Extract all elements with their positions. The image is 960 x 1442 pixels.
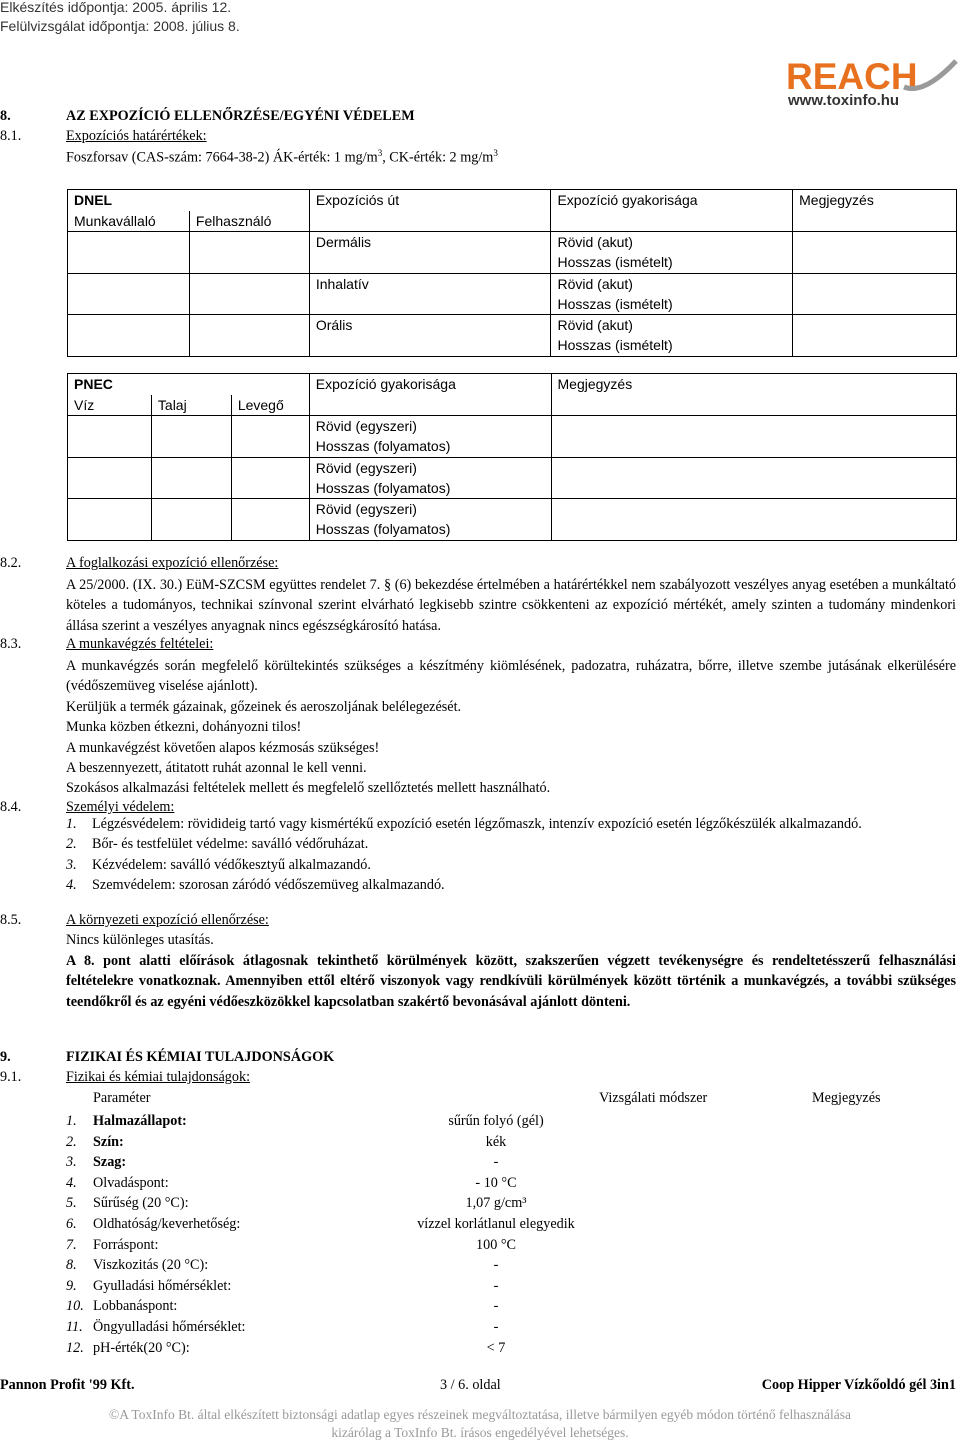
dnel-table bbox=[67, 189, 957, 357]
dnel-row: Dermális Rövid (akut) Hosszas (ismételt) bbox=[68, 232, 957, 274]
footer-copyright-1: ©A ToxInfo Bt. által elkészített biztonsági adatlap egyes részeinek megváltoztatása, illetve bármilyen egyéb módon történő felhasználása bbox=[109, 1407, 851, 1422]
property-row bbox=[66, 1338, 626, 1359]
soil-header: Talaj bbox=[151, 395, 231, 416]
property-value: - 10 °C bbox=[475, 1174, 517, 1191]
section-8-4-title: Személyi védelem: bbox=[66, 799, 175, 815]
property-row bbox=[66, 1214, 626, 1235]
note-header: Megjegyzés bbox=[793, 190, 957, 232]
property-value: - bbox=[493, 1318, 499, 1335]
footer-product: Coop Hipper Vízkőoldó gél 3in1 bbox=[761, 1377, 956, 1393]
water-header: Víz bbox=[68, 395, 152, 416]
property-number: 9. bbox=[66, 1277, 77, 1294]
pnec-table bbox=[67, 373, 957, 541]
section-8-5-text: Nincs különleges utasítás. bbox=[66, 932, 214, 948]
property-value: - bbox=[493, 1298, 499, 1315]
list-item: 2. Bőr- és testfelület védelme: saválló védőruházat. bbox=[66, 836, 369, 853]
footer-page: 3 / 6. oldal bbox=[440, 1377, 501, 1393]
section-9-1-title: Fizikai és kémiai tulajdonságok: bbox=[66, 1069, 251, 1085]
method-column-header: Vizsgálati módszer bbox=[599, 1090, 708, 1106]
dnel-row: Inhalatív Rövid (akut) Hosszas (ismételt) bbox=[68, 273, 957, 315]
footer-company: Pannon Profit '99 Kft. bbox=[0, 1377, 135, 1393]
property-number: 3. bbox=[66, 1154, 77, 1171]
property-number: 2. bbox=[66, 1133, 77, 1150]
section-9-1-number: 9.1. bbox=[0, 1069, 22, 1085]
property-row bbox=[66, 1296, 626, 1317]
property-row bbox=[66, 1132, 626, 1153]
property-number: 11. bbox=[66, 1318, 83, 1335]
footer-copyright-2: kizárólag a ToxInfo Bt. írásos engedélyével lehetséges. bbox=[331, 1425, 629, 1440]
dnel-header: DNEL bbox=[68, 190, 310, 211]
created-date: Elkészítés időpontja: 2005. április 12. bbox=[0, 0, 232, 15]
air-header: Levegő bbox=[231, 395, 309, 416]
pnec-row: Rövid (egyszeri) Hosszas (folyamatos) bbox=[68, 499, 957, 541]
property-name: Szín: bbox=[93, 1133, 124, 1150]
section-9-title: FIZIKAI ÉS KÉMIAI TULAJDONSÁGOK bbox=[66, 1049, 335, 1065]
property-row bbox=[66, 1152, 626, 1173]
property-name: Öngyulladási hőmérséklet: bbox=[93, 1318, 246, 1335]
property-row bbox=[66, 1276, 626, 1297]
section-8-3-number: 8.3. bbox=[0, 636, 22, 652]
route-header: Expozíciós út bbox=[309, 190, 551, 232]
section-8-3-lines: Kerüljük a termék gázainak, gőzeinek és aeroszoljának belélegezését. Munka közben étkezni, dohányozni tilos! A munkavégzést követően alapos kézmosás szükséges! A beszennyezett, átitatott ruhát azonnal le kell venni. Szokásos alkalmazási feltételek mellett és megfelelő szellőztetés mellett használható. bbox=[66, 699, 551, 797]
revision-date: Felülvizsgálat időpontja: 2008. július 8. bbox=[0, 18, 240, 34]
list-item: 1. Légzésvédelem: rövidideig tartó vagy kismértékű expozíció esetén légzőmaszk, intenzív expozíció esetén légzőkészülék alkalmazandó. bbox=[66, 816, 862, 832]
section-9-number: 9. bbox=[0, 1049, 11, 1065]
property-number: 8. bbox=[66, 1257, 77, 1274]
property-row bbox=[66, 1173, 626, 1194]
section-8-number: 8. bbox=[0, 108, 11, 124]
property-row bbox=[66, 1317, 626, 1338]
section-8-5-title: A környezeti expozíció ellenőrzése: bbox=[66, 912, 269, 928]
property-value: sűrűn folyó (gél) bbox=[448, 1113, 544, 1129]
section-8-3-title: A munkavégzés feltételei: bbox=[66, 636, 214, 652]
list-item: 4. Szemvédelem: szorosan záródó védőszemüveg alkalmazandó. bbox=[66, 876, 445, 893]
section-8-2-number: 8.2. bbox=[0, 555, 22, 571]
parameter-column-header: Paraméter bbox=[93, 1090, 151, 1106]
section-8-1-title: Expozíciós határértékek: bbox=[66, 128, 207, 144]
property-value: - bbox=[493, 1277, 499, 1294]
section-8-2-text: A 25/2000. (IX. 30.) EüM-SZCSM együttes rendelet 7. § (6) bekezdése értelmében a határértékkel nem szabályozott veszélyes anyag esetében a munkáltató köteles a tudományos, technikai színvonal szerint elvárható legkisebb szintre csökkenteni az expozíció mértékét, amely szinten a tudomány mindenkori állása szerint a veszélyes anyagnak nincs egészségkárosító hatása. bbox=[66, 577, 956, 634]
note-column-header: Megjegyzés bbox=[812, 1090, 881, 1106]
property-name: Halmazállapot: bbox=[93, 1113, 187, 1129]
section-8-1-number: 8.1. bbox=[0, 128, 22, 144]
worker-header: Munkavállaló bbox=[68, 211, 190, 232]
property-row bbox=[66, 1193, 626, 1214]
property-row bbox=[66, 1235, 626, 1256]
section-8-2-title: A foglalkozási expozíció ellenőrzése: bbox=[66, 555, 279, 571]
pnec-header: PNEC bbox=[68, 374, 310, 395]
section-8-title: AZ EXPOZÍCIÓ ELLENŐRZÉSE/EGYÉNI VÉDELEM bbox=[66, 108, 415, 124]
property-value: - bbox=[493, 1257, 499, 1274]
list-item: 3. Kézvédelem: saválló védőkesztyű alkalmazandó. bbox=[66, 856, 371, 873]
section-8-5-note: A 8. pont alatti előírások átlagosnak tekinthető körülmények között, szakszerűen végzett tevékenységre és rendeltetésszerű felhasználási feltételekre vonatkoznak. Amennyiben ettől eltérő viszonyok vagy rendkívüli körülmények között történik a munkavégzés, a további szükséges teendőkről és az egyéni védőeszközökkel kapcsolatban szakértő bevonásával ajánlott dönteni. bbox=[66, 953, 956, 1010]
property-value: kék bbox=[485, 1133, 507, 1150]
property-value: < 7 bbox=[486, 1339, 506, 1356]
exposure-limits-line: Foszforsav (CAS-szám: 7664-38-2) ÁK-érték: 1 $mg/m^3$, CK-érték: 2 $mg/m^3$ bbox=[66, 148, 498, 166]
property-name: Viszkozitás (20 °C): bbox=[93, 1257, 209, 1274]
property-number: 12. bbox=[66, 1339, 84, 1356]
property-value: 1,07 g/cm³ bbox=[465, 1195, 527, 1212]
logo-url: www.toxinfo.hu bbox=[788, 92, 900, 109]
dnel-row: Orális Rövid (akut) Hosszas (ismételt) bbox=[68, 315, 957, 357]
property-number: 4. bbox=[66, 1174, 77, 1191]
property-name: Lobbanáspont: bbox=[93, 1298, 178, 1315]
pnec-row: Rövid (egyszeri) Hosszas (folyamatos) bbox=[68, 457, 957, 499]
properties-list bbox=[66, 1111, 626, 1358]
pnec-row: Rövid (egyszeri) Hosszas (folyamatos) bbox=[68, 416, 957, 458]
property-number: 5. bbox=[66, 1195, 77, 1212]
property-name: Oldhatóság/keverhetőség: bbox=[93, 1215, 241, 1232]
property-name: Gyulladási hőmérséklet: bbox=[93, 1277, 232, 1294]
property-number: 6. bbox=[66, 1215, 77, 1232]
property-name: Olvadáspont: bbox=[93, 1174, 169, 1191]
property-value: 100 °C bbox=[476, 1236, 516, 1253]
property-number: 1. bbox=[66, 1113, 77, 1129]
property-row bbox=[66, 1111, 626, 1132]
pnec-frequency-header: Expozíció gyakorisága bbox=[309, 374, 551, 416]
section-8-3-paragraph: A munkavégzés során megfelelő körültekintés szükséges a készítmény kiömlésének, padozatra, ruházatra, bőrre, illetve szembe jutásának elkerülésére (védőszemüveg viselése ajánlott). bbox=[66, 658, 956, 695]
property-value: - bbox=[493, 1154, 499, 1171]
pnec-note-header: Megjegyzés bbox=[551, 374, 956, 416]
consumer-header: Felhasználó bbox=[189, 211, 309, 232]
property-name: Forráspont: bbox=[93, 1236, 159, 1253]
reach-logo bbox=[784, 55, 959, 115]
section-8-4-number: 8.4. bbox=[0, 799, 22, 815]
property-number: 7. bbox=[66, 1236, 77, 1253]
property-row bbox=[66, 1255, 626, 1276]
property-value: vízzel korlátlanul elegyedik bbox=[417, 1215, 575, 1232]
property-name: Szag: bbox=[93, 1154, 127, 1171]
property-name: Sűrűség (20 °C): bbox=[93, 1195, 189, 1212]
frequency-header: Expozíció gyakorisága bbox=[551, 190, 793, 232]
protection-list bbox=[66, 814, 906, 895]
property-number: 10. bbox=[66, 1298, 84, 1315]
logo-brand: REACH bbox=[786, 56, 918, 97]
property-name: pH-érték(20 °C): bbox=[93, 1339, 190, 1356]
section-8-5-number: 8.5. bbox=[0, 912, 22, 928]
